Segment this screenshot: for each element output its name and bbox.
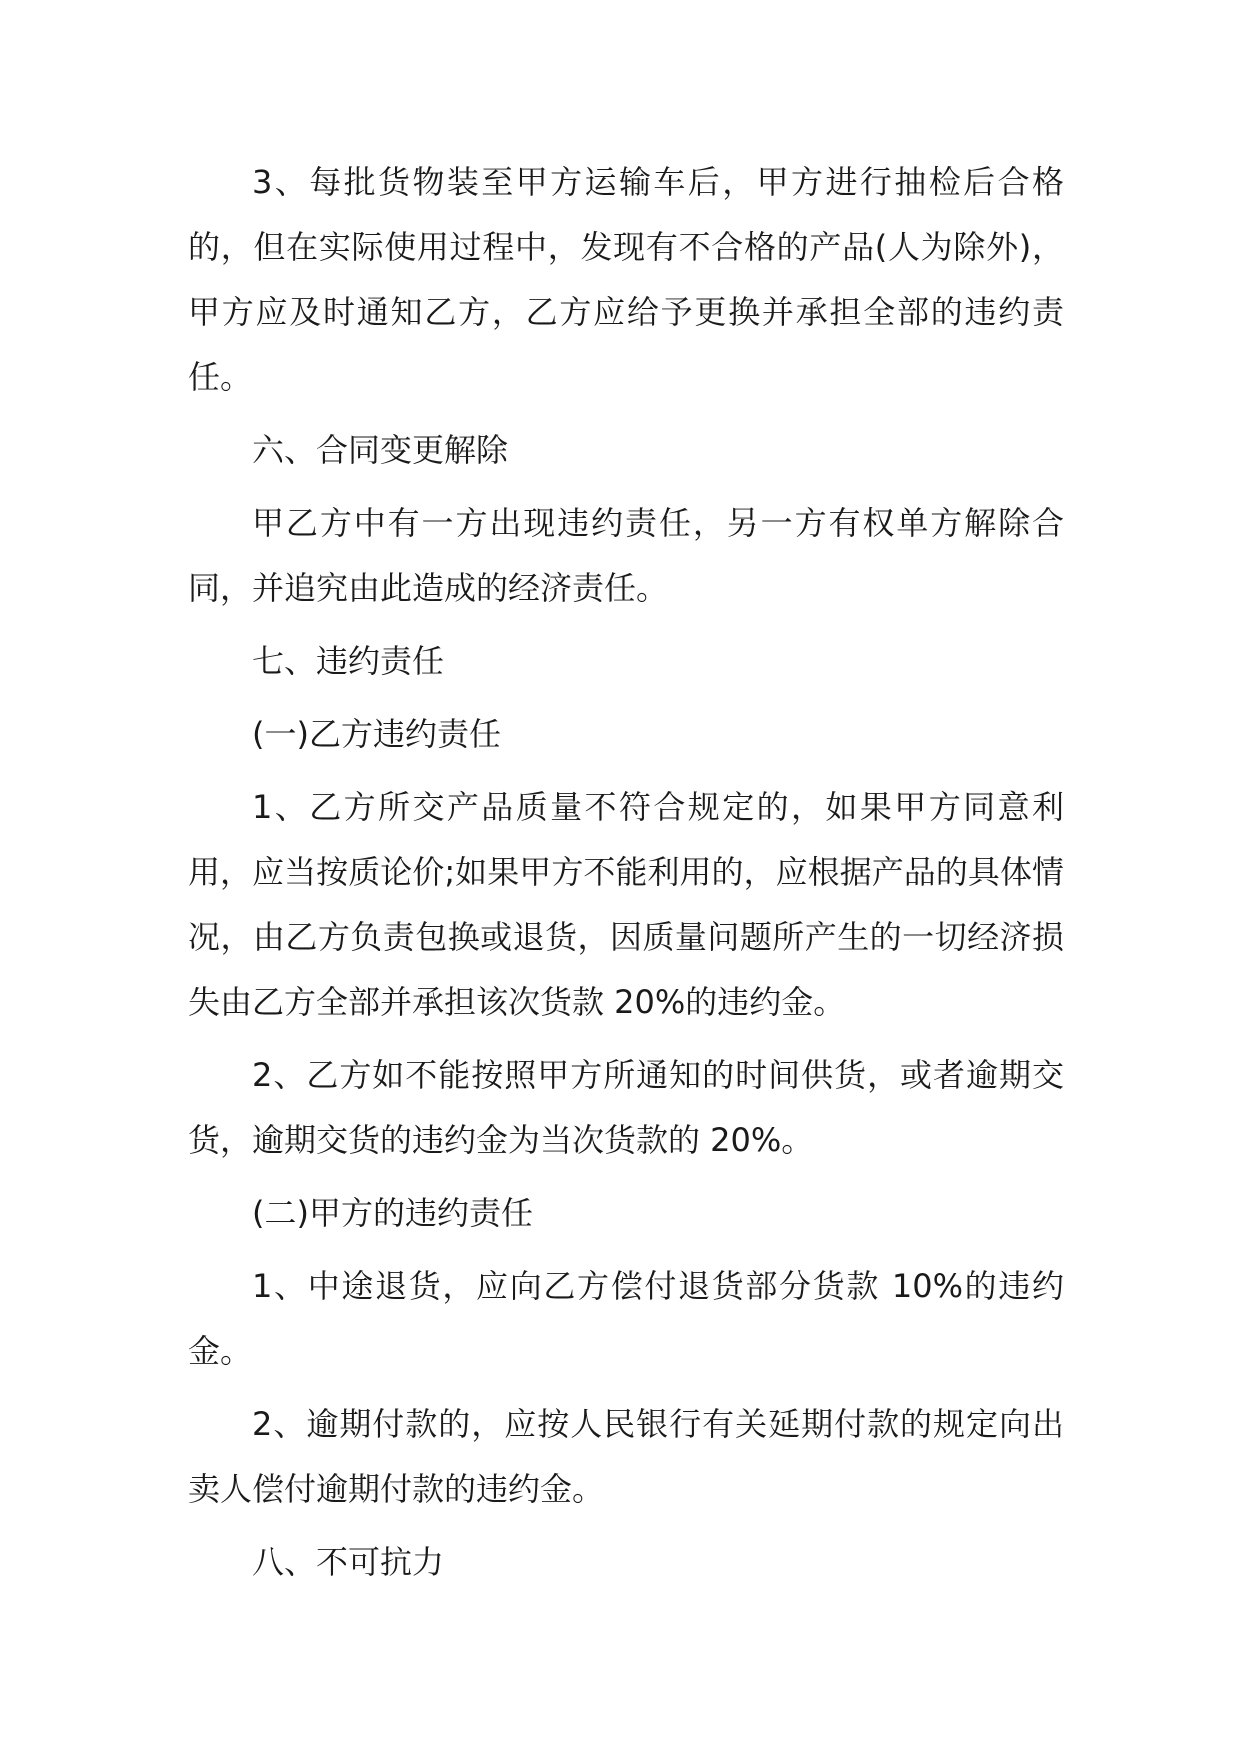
subheading-party-a-liability: (二)甲方的违约责任 <box>252 1194 533 1232</box>
paragraph-quality-inspection: 3、每批货物装至甲方运输车后，甲方进行抽检后合格的，但在实际使用过程中，发现有不合格的产品(人为除外)，甲方应及时通知乙方，乙方应给予更换并承担全部的违约责任。 <box>188 163 1064 396</box>
document-page <box>188 150 1064 1595</box>
paragraph-party-a-item-2: 2、逾期付款的，应按人民银行有关延期付款的规定向出卖人偿付逾期付款的违约金。 <box>188 1405 1064 1508</box>
paragraph-contract-termination: 甲乙方中有一方出现违约责任，另一方有权单方解除合同，并追究由此造成的经济责任。 <box>188 504 1064 607</box>
heading-force-majeure: 八、不可抗力 <box>252 1543 445 1581</box>
heading-contract-change: 六、合同变更解除 <box>252 431 509 469</box>
paragraph-party-b-item-1: 1、乙方所交产品质量不符合规定的，如果甲方同意利用，应当按质论价;如果甲方不能利用的，应根据产品的具体情况，由乙方负责包换或退货，因质量问题所产生的一切经济损失由乙方全部并承担该次货款 20%的违约金。 <box>188 788 1064 1021</box>
paragraph-party-b-item-2: 2、乙方如不能按照甲方所通知的时间供货，或者逾期交货，逾期交货的违约金为当次货款的 20%。 <box>188 1056 1064 1159</box>
heading-liability: 七、违约责任 <box>252 642 445 680</box>
subheading-party-b-liability: (一)乙方违约责任 <box>252 715 501 753</box>
paragraph-party-a-item-1: 1、中途退货，应向乙方偿付退货部分货款 10%的违约金。 <box>188 1267 1064 1370</box>
